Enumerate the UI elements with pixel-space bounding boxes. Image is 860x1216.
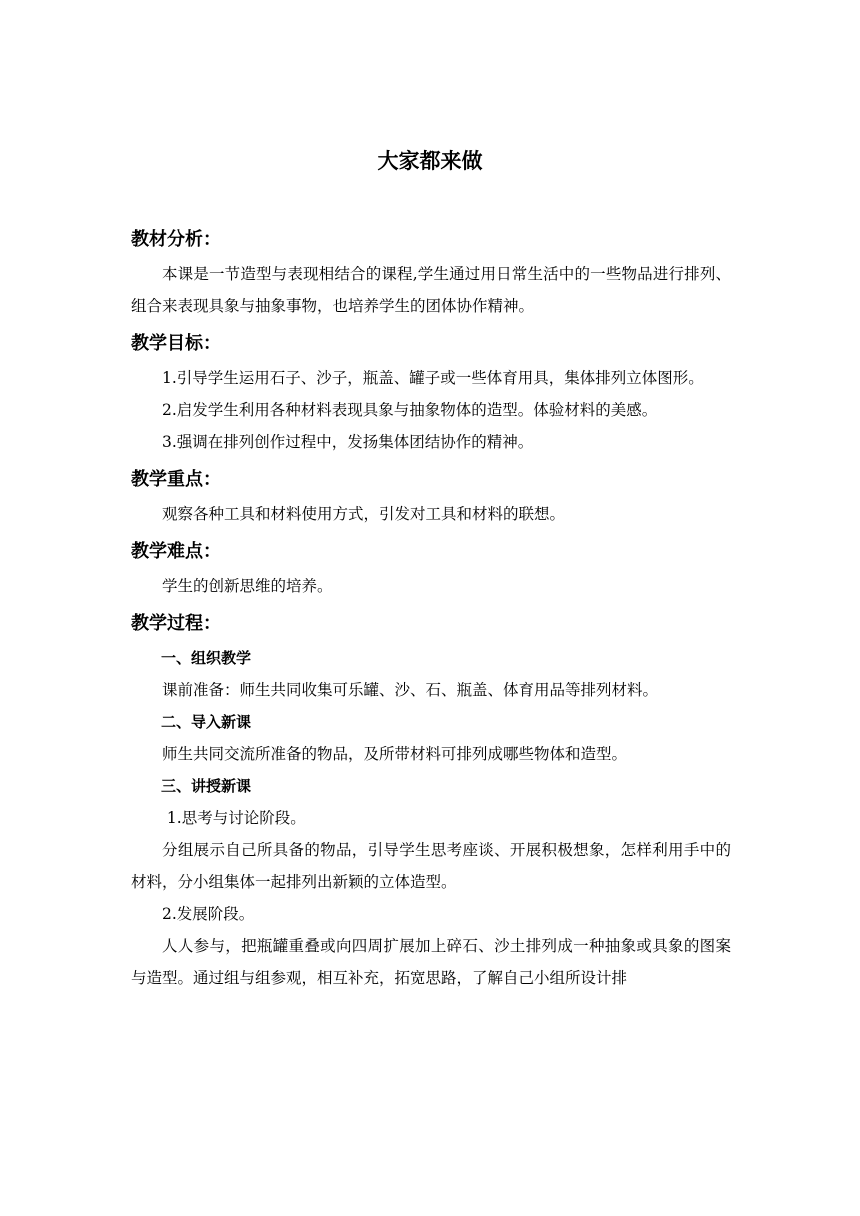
section-heading-difficulties: 教学难点： (131, 541, 221, 562)
section-heading-process: 教学过程： (131, 613, 221, 634)
analysis-paragraph: 本课是一节造型与表现相结合的课程,学生通过用日常生活中的一些物品进行排列、组合来表现具象与抽象事物，也培养学生的团体协作精神。 (131, 265, 731, 315)
process-step-2-text: 师生共同交流所准备的物品，及所带材料可排列成哪些物体和造型。 (162, 745, 628, 763)
process-step-3-sub2-title: 2.发展阶段。 (162, 905, 255, 923)
document-body (131, 226, 731, 994)
section-heading-analysis: 教材分析： (131, 229, 221, 250)
process-step-3-title: 三、讲授新课 (161, 777, 252, 795)
key-points-paragraph: 观察各种工具和材料使用方式，引发对工具和材料的联想。 (162, 505, 566, 523)
goal-item-3: 3.强调在排列创作过程中，发扬集体团结协作的精神。 (162, 433, 534, 451)
goal-item-2: 2.启发学生利用各种材料表现具象与抽象物体的造型。体验材料的美感。 (162, 401, 658, 419)
process-step-3-sub2-text: 人人参与，把瓶罐重叠或向四周扩展加上碎石、沙土排列成一种抽象或具象的图案与造型。通过组与组参观，相互补充，拓宽思路，了解自己小组所设计排 (131, 937, 731, 987)
process-step-2-title: 二、导入新课 (161, 713, 252, 731)
difficulties-paragraph: 学生的创新思维的培养。 (162, 577, 333, 595)
process-step-1-text: 课前准备：师生共同收集可乐罐、沙、石、瓶盖、体育用品等排列材料。 (162, 681, 659, 699)
process-step-3-sub1-text: 分组展示自己所具备的物品，引导学生思考座谈、开展积极想象，怎样利用手中的材料，分小组集体一起排列出新颖的立体造型。 (131, 841, 731, 891)
process-step-1-title: 一、组织教学 (161, 649, 252, 667)
goal-item-1: 1.引导学生运用石子、沙子，瓶盖、罐子或一些体育用具，集体排列立体图形。 (162, 369, 704, 387)
process-step-3-sub1-title: 1.思考与讨论阶段。 (162, 809, 306, 827)
section-heading-key-points: 教学重点： (131, 469, 221, 490)
document-title: 大家都来做 (377, 149, 483, 173)
section-heading-goals: 教学目标： (131, 333, 221, 354)
